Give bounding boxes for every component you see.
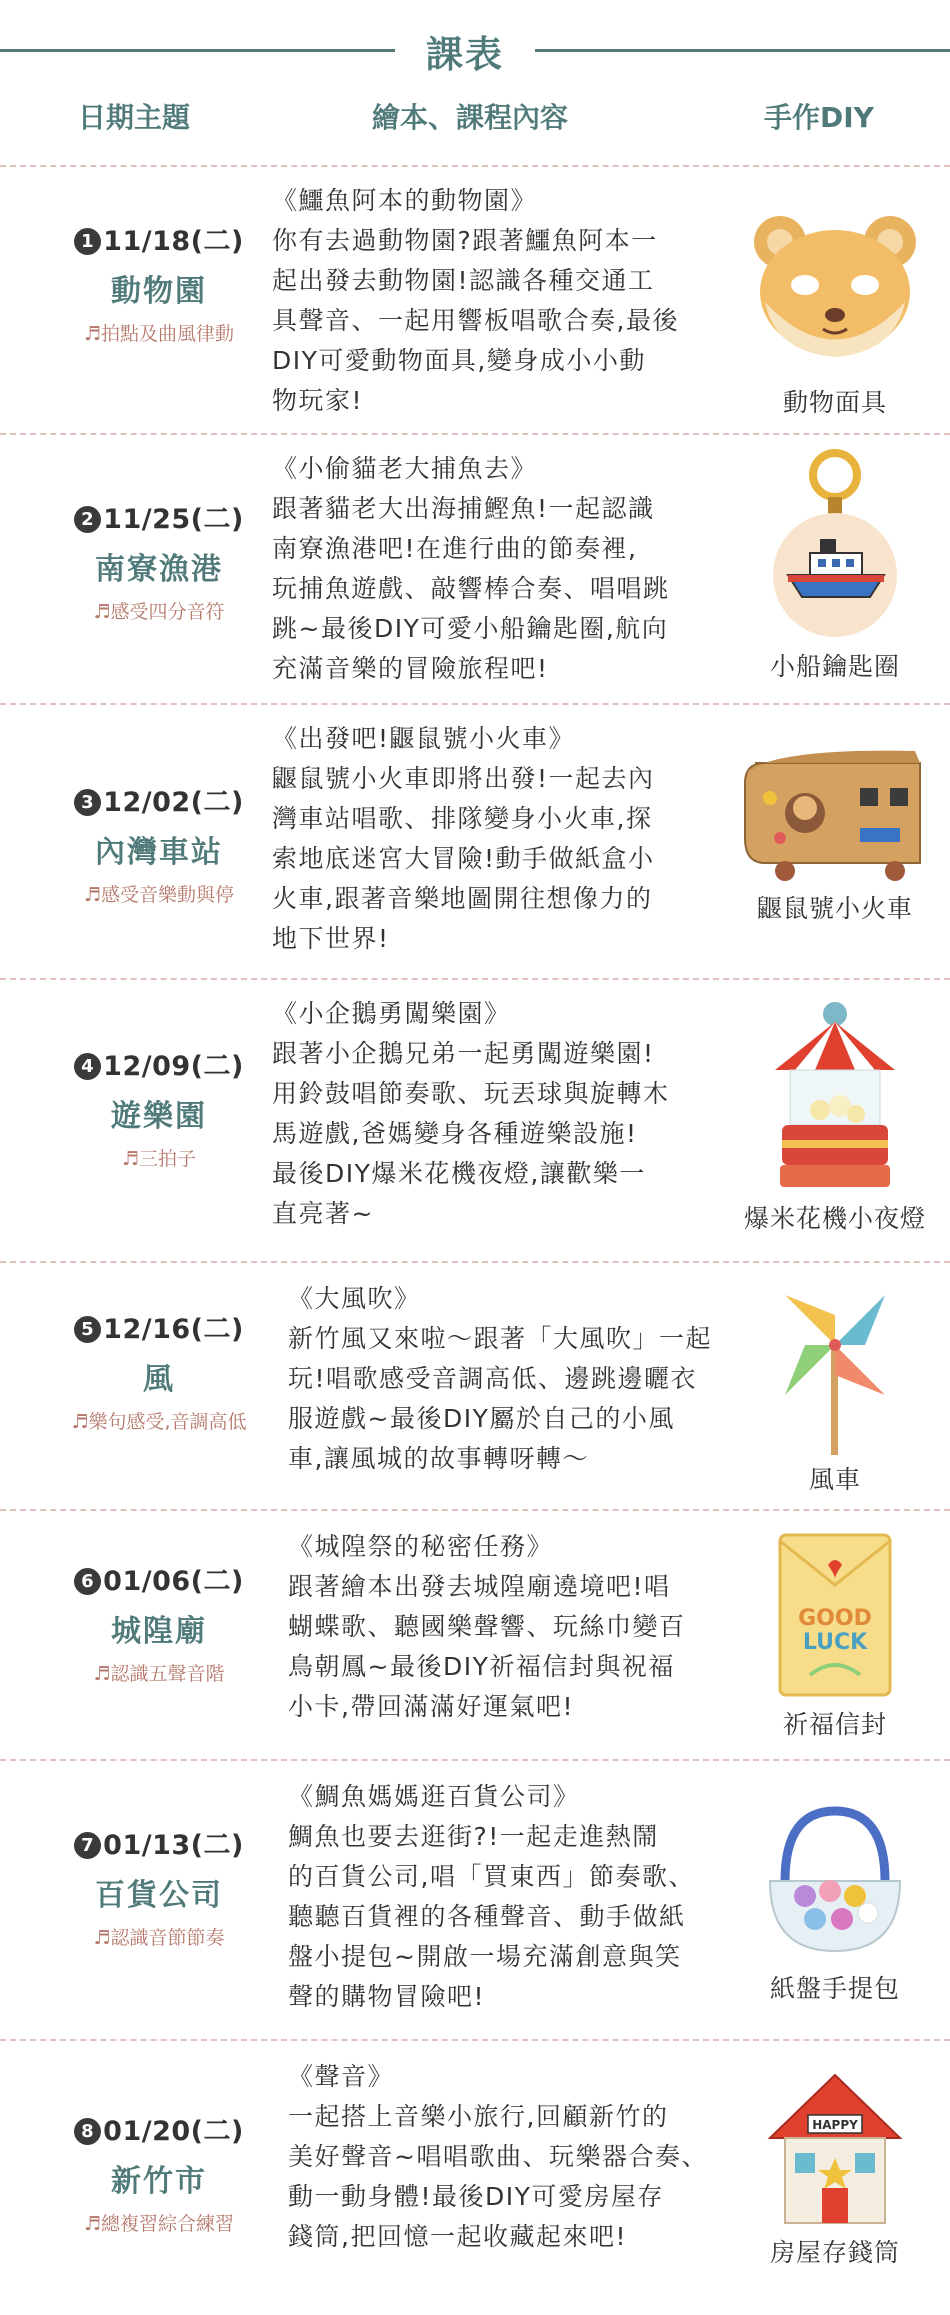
- date-theme-cell: [0, 219, 318, 346]
- train-box-icon: [735, 743, 935, 883]
- content-line: 馬遊戲,爸媽變身各種遊樂設施!: [272, 1119, 638, 1148]
- table-row: [0, 978, 950, 1261]
- book-title: 《出發吧!鼴鼠號小火車》: [272, 724, 576, 753]
- boat-keychain-icon: [760, 447, 910, 637]
- book-title: 《鱷魚阿本的動物園》: [272, 186, 538, 215]
- diy-cell: [720, 1000, 950, 1235]
- lesson-number: 8: [74, 2118, 101, 2145]
- diy-cell: [720, 207, 950, 419]
- lesson-date: 5 12/16(二): [0, 1307, 318, 1346]
- craft-name: 鼴鼠號小火車: [756, 894, 913, 923]
- content-line: 鼴鼠號小火車即將出發!一起去內: [272, 764, 655, 793]
- table-row: [0, 2039, 950, 2315]
- bear-mask-icon: [745, 207, 925, 367]
- date-theme-cell: [0, 2109, 318, 2236]
- music-skill: ♬拍點及曲風律動: [83, 323, 235, 345]
- date-theme-cell: [0, 1823, 318, 1950]
- content-line: 錢筒,把回憶一起收藏起來吧!: [288, 2222, 627, 2251]
- schedule-title-row: [0, 0, 950, 104]
- diy-cell: [720, 1525, 950, 1741]
- content-line: 蝴蝶歌、聽國樂聲響、玩絲巾變百: [288, 1612, 686, 1641]
- content-line: 跟著小企鵝兄弟一起勇闖遊樂園!: [272, 1039, 655, 1068]
- music-skill: ♬感受音樂動與停: [83, 884, 235, 906]
- schedule-table: [0, 165, 950, 2315]
- table-row: [0, 433, 950, 703]
- house-bank-icon: [760, 2063, 910, 2233]
- book-title: 《小企鵝勇闖樂園》: [272, 999, 511, 1028]
- lesson-content: [272, 994, 712, 1234]
- book-title: 《鯛魚媽媽逛百貨公司》: [288, 1782, 580, 1811]
- lesson-content: [272, 719, 712, 959]
- table-row: [0, 1759, 950, 2039]
- content-line: 直亮著~: [272, 1199, 374, 1228]
- content-line: 跟著貓老大出海捕鰹魚!一起認識: [272, 494, 655, 523]
- book-title: 《小偷貓老大捕魚去》: [272, 454, 538, 483]
- content-line: 最後DIY爆米花機夜燈,讓歡樂一: [272, 1159, 646, 1188]
- content-line: 用鈴鼓唱節奏歌、玩丟球與旋轉木: [272, 1079, 670, 1108]
- header-date-theme: 日期主題: [78, 101, 191, 134]
- title-rule-right: [535, 49, 950, 52]
- content-line: 盤小提包~開啟一場充滿創意與笑: [288, 1942, 682, 1971]
- content-line: 跟著繪本出發去城隍廟遶境吧!唱: [288, 1572, 671, 1601]
- craft-name: 祈福信封: [782, 1710, 887, 1739]
- header-diy: 手作DIY: [764, 101, 874, 134]
- date-theme-cell: [0, 1559, 318, 1686]
- content-line: 鳥朝鳳~最後DIY祈福信封與祝福: [288, 1652, 675, 1681]
- diy-cell: [720, 743, 950, 925]
- lesson-theme: 城隍廟: [111, 1614, 207, 1649]
- craft-name: 風車: [808, 1465, 861, 1494]
- lesson-date: 7 01/13(二): [0, 1823, 318, 1862]
- lesson-theme: 風: [143, 1362, 175, 1397]
- diy-cell: [720, 2063, 950, 2269]
- book-title: 《聲音》: [288, 2062, 395, 2091]
- svg-text:GOOD: GOOD: [798, 1606, 872, 1631]
- craft-name: 小船鑰匙圈: [769, 652, 900, 681]
- pinwheel-icon: [765, 1275, 905, 1460]
- content-line: 小卡,帶回滿滿好運氣吧!: [288, 1692, 574, 1721]
- content-line: 跳~最後DIY可愛小船鑰匙圈,航向: [272, 614, 669, 643]
- lesson-content: [288, 1279, 728, 1479]
- lesson-theme: 新竹市: [111, 2164, 207, 2199]
- lesson-number: 2: [74, 506, 101, 533]
- lesson-date: 3 12/02(二): [0, 780, 318, 819]
- lesson-theme: 百貨公司: [95, 1878, 223, 1913]
- lesson-date: 8 01/20(二): [0, 2109, 318, 2148]
- book-title: 《大風吹》: [288, 1284, 421, 1313]
- lesson-number: 6: [74, 1568, 101, 1595]
- lesson-number: 3: [74, 789, 101, 816]
- craft-name: 爆米花機小夜燈: [743, 1204, 926, 1233]
- svg-text:LUCK: LUCK: [802, 1630, 868, 1655]
- content-line: 具聲音、一起用響板唱歌合奏,最後: [272, 306, 679, 335]
- page-title: 課表: [426, 33, 504, 76]
- diy-cell: [720, 1275, 950, 1496]
- date-theme-cell: [0, 497, 318, 624]
- content-line: 灣車站唱歌、排隊變身小火車,探: [272, 804, 653, 833]
- craft-name: 房屋存錢筒: [769, 2238, 900, 2267]
- lesson-content: [288, 1777, 728, 2017]
- content-line: 玩!唱歌感受音調高低、邊跳邊曬衣: [288, 1364, 698, 1393]
- date-theme-cell: [0, 1044, 318, 1171]
- lesson-content: [272, 449, 712, 689]
- lesson-content: [272, 181, 712, 421]
- lesson-content: [288, 2057, 728, 2257]
- plate-bag-icon: [760, 1801, 910, 1961]
- content-line: 聲的購物冒險吧!: [288, 1982, 486, 2011]
- lesson-number: 1: [74, 228, 101, 255]
- music-skill: ♬認識五聲音階: [93, 1663, 225, 1685]
- content-line: 車,讓風城的故事轉呀轉～: [288, 1444, 589, 1473]
- table-row: [0, 165, 950, 433]
- content-line: 起出發去動物園!認識各種交通工: [272, 266, 655, 295]
- music-skill: ♬樂句感受,音調高低: [71, 1411, 247, 1433]
- lesson-number: 5: [74, 1316, 101, 1343]
- content-line: 新竹風又來啦～跟著「大風吹」一起: [288, 1324, 713, 1353]
- luck-envelope-icon: [770, 1525, 900, 1705]
- diy-cell: [720, 447, 950, 683]
- lesson-number: 4: [74, 1053, 101, 1080]
- content-line: 服遊戲~最後DIY屬於自己的小風: [288, 1404, 675, 1433]
- lesson-theme: 南寮漁港: [95, 552, 223, 587]
- content-line: 美好聲音~唱唱歌曲、玩樂器合奏、: [288, 2142, 708, 2171]
- table-header: [0, 90, 950, 136]
- craft-name: 紙盤手提包: [769, 1974, 900, 2003]
- content-line: 的百貨公司,唱「買東西」節奏歌、: [288, 1862, 695, 1891]
- lesson-number: 7: [74, 1832, 101, 1859]
- music-skill: ♬三拍子: [121, 1148, 197, 1170]
- content-line: DIY可愛動物面具,變身成小小動: [272, 346, 646, 375]
- content-line: 地下世界!: [272, 924, 390, 953]
- lesson-theme: 動物園: [111, 274, 207, 309]
- book-title: 《城隍祭的秘密任務》: [288, 1532, 554, 1561]
- content-line: 充滿音樂的冒險旅程吧!: [272, 654, 549, 683]
- lesson-date: 2 11/25(二): [0, 497, 318, 536]
- content-line: 火車,跟著音樂地圖開往想像力的: [272, 884, 653, 913]
- popcorn-lamp-icon: [760, 1000, 910, 1195]
- music-skill: ♬感受四分音符: [93, 601, 225, 623]
- table-row: [0, 1261, 950, 1509]
- svg-text:HAPPY: HAPPY: [812, 2118, 858, 2132]
- content-line: 玩捕魚遊戲、敲響棒合奏、唱唱跳: [272, 574, 670, 603]
- header-content: 繪本、課程內容: [372, 101, 569, 134]
- lesson-date: 4 12/09(二): [0, 1044, 318, 1083]
- diy-cell: [720, 1801, 950, 2005]
- lesson-date: 6 01/06(二): [0, 1559, 318, 1598]
- content-line: 你有去過動物園?跟著鱷魚阿本一: [272, 226, 658, 255]
- content-line: 索地底迷宮大冒險!動手做紙盒小: [272, 844, 655, 873]
- content-line: 聽聽百貨裡的各種聲音、動手做紙: [288, 1902, 686, 1931]
- lesson-content: [288, 1527, 728, 1727]
- table-row: [0, 703, 950, 978]
- title-rule-left: [0, 49, 395, 52]
- content-line: 動一動身體!最後DIY可愛房屋存: [288, 2182, 664, 2211]
- lesson-theme: 內灣車站: [95, 835, 223, 870]
- content-line: 南寮漁港吧!在進行曲的節奏裡,: [272, 534, 638, 563]
- craft-name: 動物面具: [782, 388, 887, 417]
- lesson-theme: 遊樂園: [111, 1099, 207, 1134]
- table-row: [0, 1509, 950, 1759]
- date-theme-cell: [0, 780, 318, 907]
- music-skill: ♬認識音節節奏: [93, 1927, 225, 1949]
- date-theme-cell: [0, 1307, 318, 1434]
- music-skill: ♬總複習綜合練習: [83, 2213, 235, 2235]
- content-line: 鯛魚也要去逛街?!一起走進熱鬧: [288, 1822, 659, 1851]
- content-line: 物玩家!: [272, 386, 364, 415]
- lesson-date: 1 11/18(二): [0, 219, 318, 258]
- content-line: 一起搭上音樂小旅行,回顧新竹的: [288, 2102, 669, 2131]
